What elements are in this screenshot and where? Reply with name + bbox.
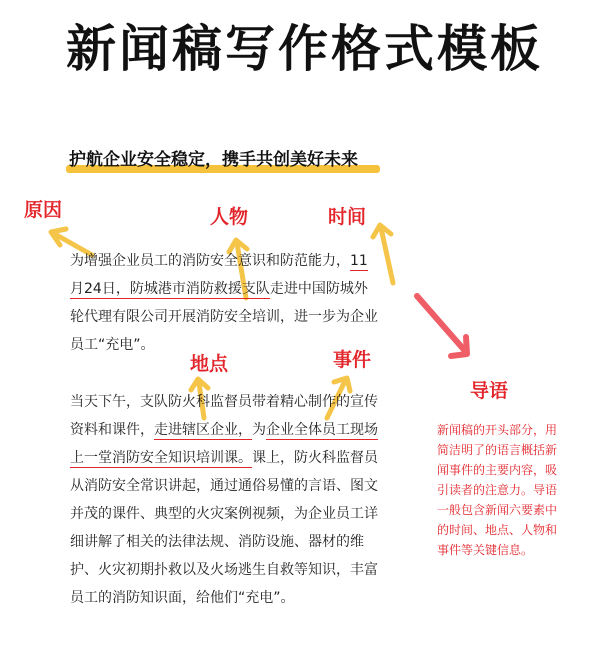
body-text: 资料和课件， (70, 422, 154, 438)
text-line: 员工的消防知识面，给他们“充电”。 (70, 590, 295, 606)
lead-explanation-note (437, 420, 585, 560)
place-text: 走进辖区企业， (154, 422, 252, 438)
note-line: 新闻稿的开头部分，用 (437, 423, 558, 437)
person-text: 防城港市消防救援支队 (129, 281, 270, 297)
event-text-end: 上一堂消防安全知识培训课。 (70, 450, 252, 466)
text-line: 并茂的课件、典型的火灾案例视频，为企业员工详 (70, 506, 378, 522)
text-line: 员工“充电”。 (70, 337, 155, 353)
event-text-start: 企业全体员工现场 (266, 422, 378, 438)
label-person: 人物 (210, 206, 249, 228)
news-headline: 护航企业安全稳定，携手共创美好未来 (69, 150, 358, 170)
label-event: 事件 (333, 349, 372, 371)
note-line: 一般包含新闻六要素中 (437, 503, 558, 517)
page-title: 新闻稿写作格式模板 (66, 20, 543, 78)
label-reason: 原因 (24, 199, 63, 221)
date-text-end: 月24日， (70, 281, 130, 297)
reason-text: 为增强企业员工的消防安全意识和防范能力， (70, 253, 350, 269)
text-line (70, 444, 420, 472)
note-line: 的时间、地点、人物和 (437, 523, 558, 537)
text-line: 轮代理有限公司开展消防安全培训，进一步为企业 (70, 309, 378, 325)
body-text: 走进中国防城外 (269, 281, 368, 297)
note-line: 简洁明了的语言概括新 (437, 443, 558, 457)
body-text: 为 (252, 422, 266, 438)
text-line: 护、火灾初期扑救以及火场逃生自救等知识，丰富 (70, 562, 378, 578)
body-text: 课上，防火科监督员 (252, 450, 378, 466)
arrow-lead-icon (417, 296, 467, 356)
note-line: 引读者的注意力。导语 (437, 483, 558, 497)
label-time: 时间 (328, 206, 367, 228)
label-lead: 导语 (470, 380, 509, 402)
text-line: 细讲解了相关的法律法规、消防设施、器材的维 (70, 534, 364, 550)
body-paragraph (70, 388, 420, 612)
text-line (70, 247, 420, 275)
label-place: 地点 (190, 353, 229, 375)
note-line: 闻事件的主要内容，吸 (437, 463, 558, 477)
date-text-start: 11 (350, 253, 368, 269)
lead-paragraph (70, 247, 420, 359)
note-line: 事件等关键信息。 (437, 543, 534, 557)
text-line: 从消防安全常识讲起，通过通俗易懂的言语、图文 (70, 478, 378, 494)
text-line: 当天下午，支队防火科监督员带着精心制作的宣传 (70, 394, 378, 410)
text-line (70, 416, 420, 444)
text-line (70, 275, 420, 303)
